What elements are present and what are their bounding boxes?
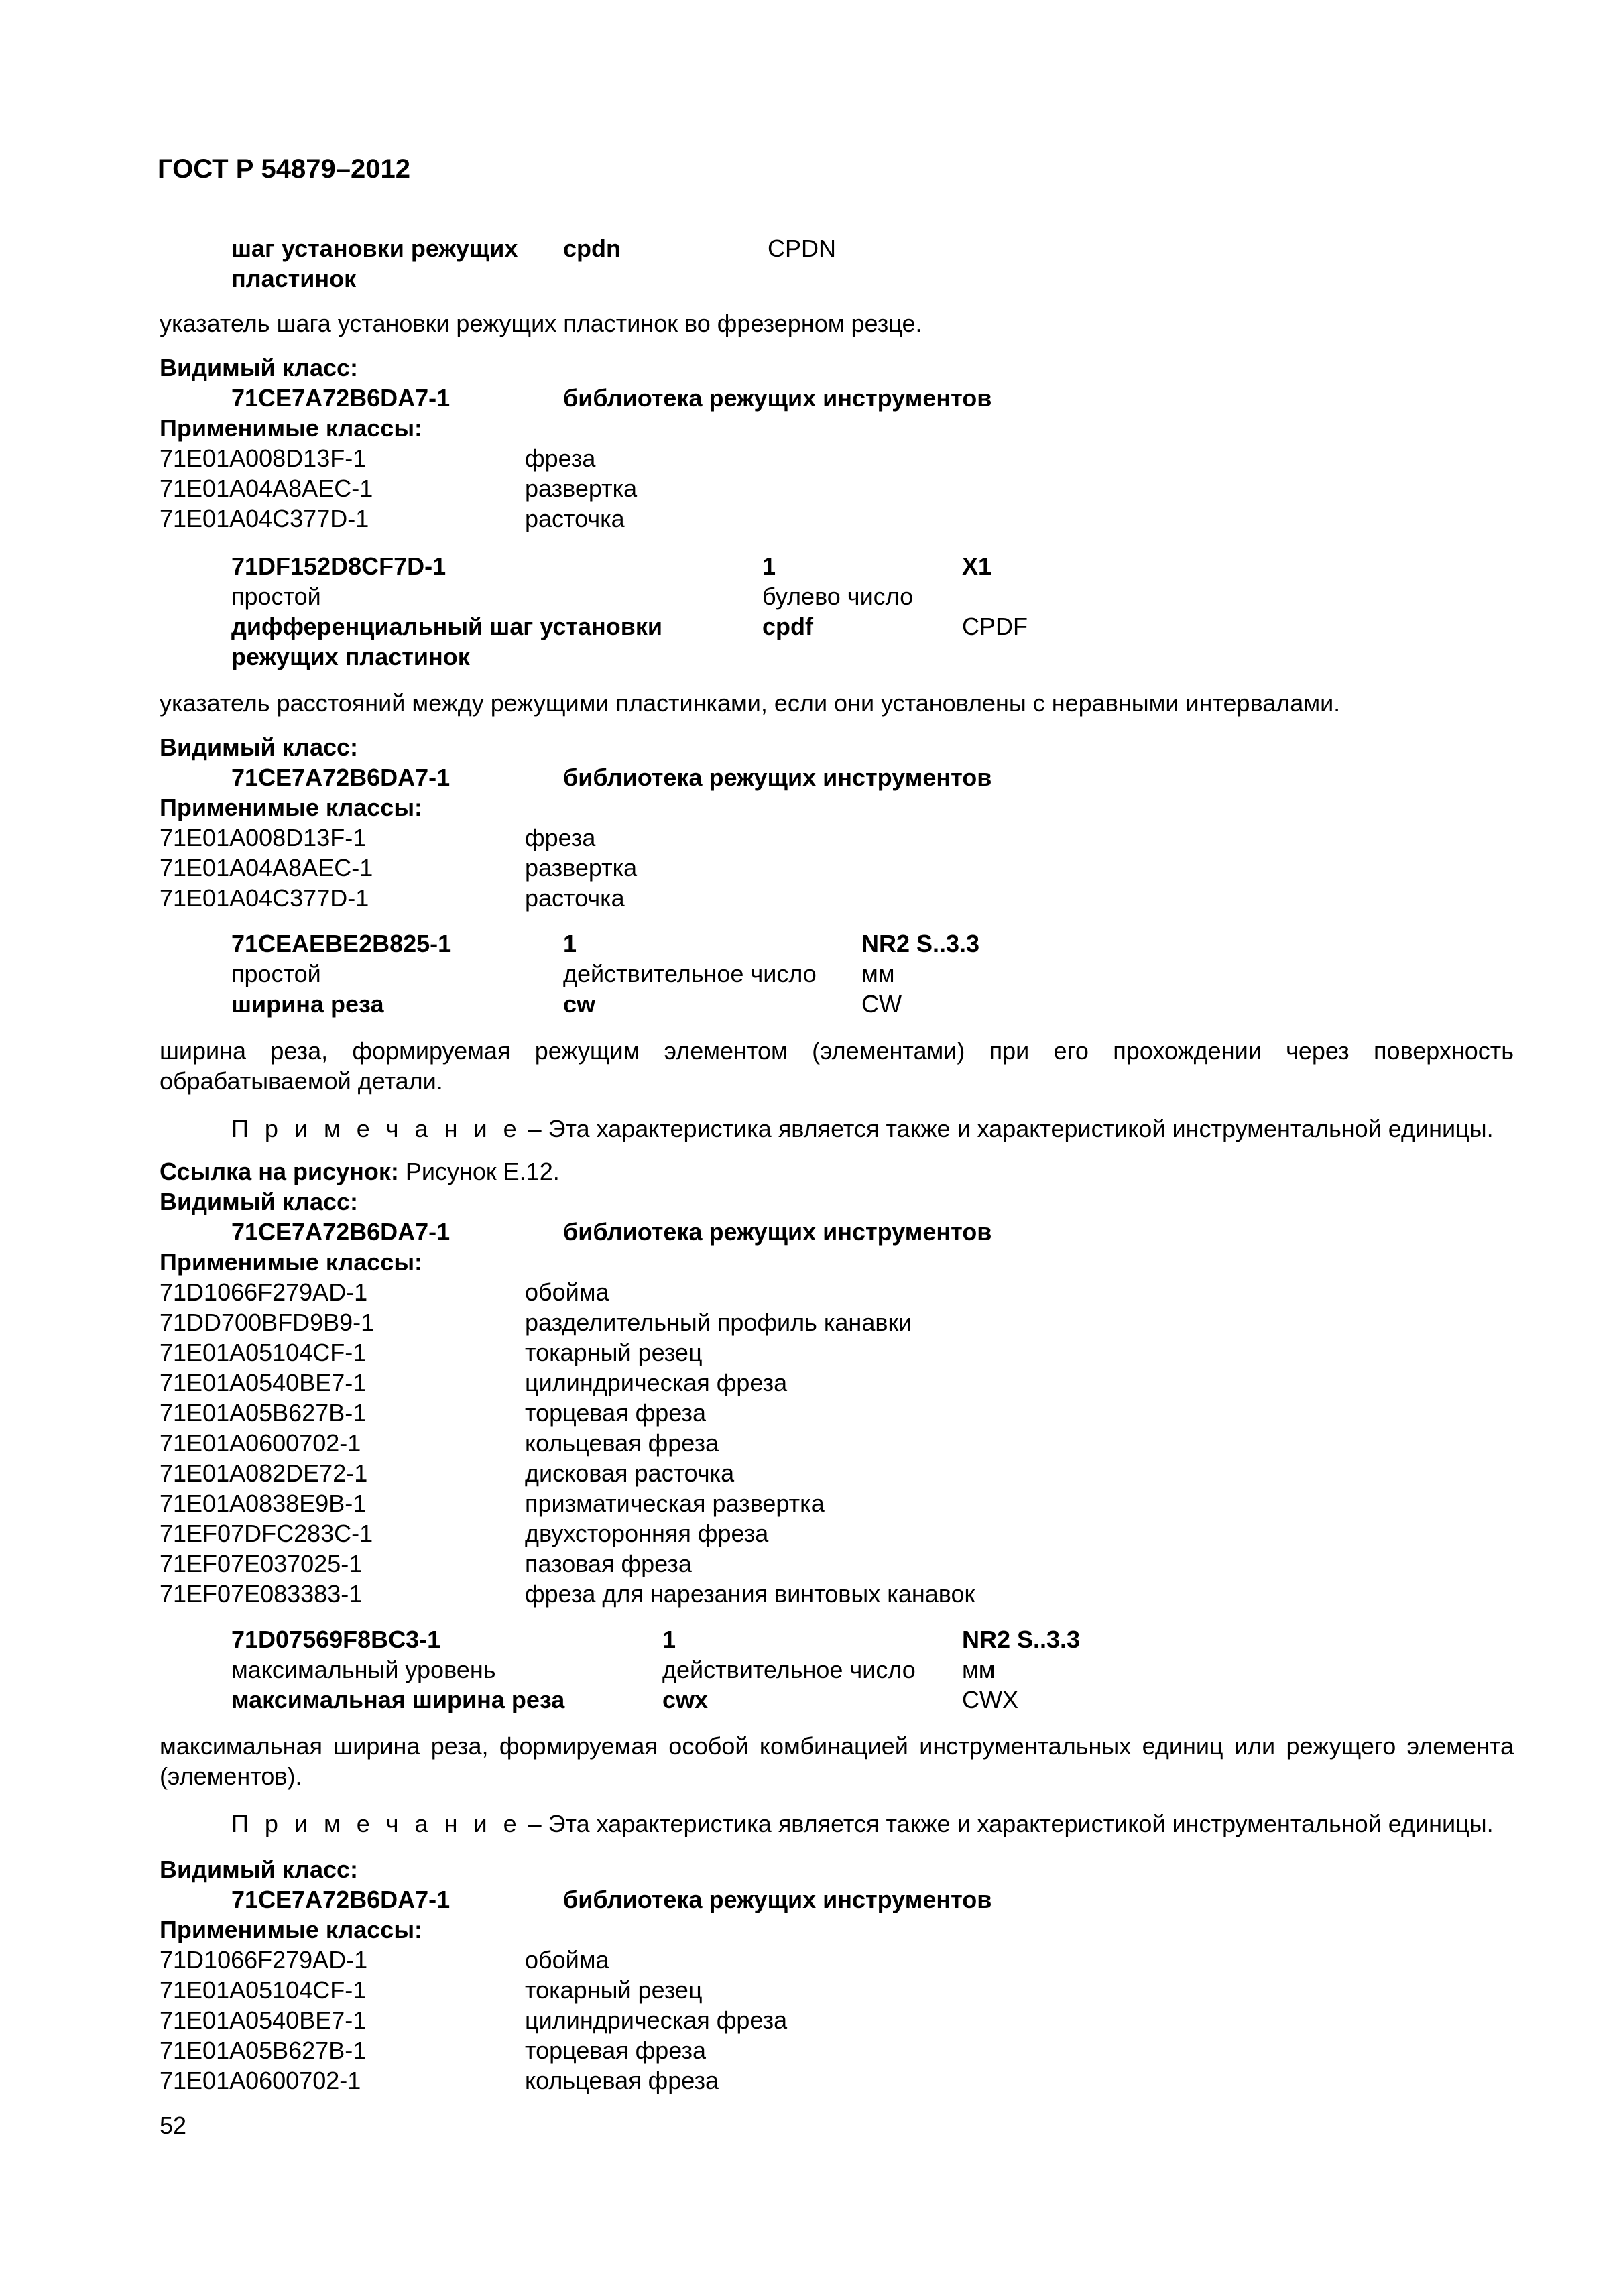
visible-class-name: библиотека режущих инструментов: [563, 1886, 992, 1913]
entry4-description: максимальная ширина реза, формируемая особой комбинацией инструментальных единиц или режущего элемента (элементов).: [160, 1732, 1514, 1790]
class-name: расточка: [525, 884, 625, 912]
class-name: фреза для нарезания винтовых канавок: [525, 1580, 975, 1608]
entry3-type: действительное число: [563, 960, 817, 987]
class-name: разделительный профиль канавки: [525, 1309, 912, 1336]
visible-class-code: 71CE7A72B6DA7-1: [231, 1218, 450, 1246]
class-code: 71E01A05B627B-1: [160, 1399, 367, 1427]
entry4-type: действительное число: [662, 1656, 916, 1683]
class-code: 71E01A05104CF-1: [160, 1339, 367, 1366]
entry2-kind: простой: [231, 583, 321, 610]
class-code: 71EF07DFC283C-1: [160, 1520, 373, 1547]
class-code: 71E01A04A8AEC-1: [160, 854, 373, 882]
applicable-classes-label: Применимые классы:: [160, 794, 423, 821]
entry4-code: cwx: [662, 1686, 709, 1713]
class-code: 71E01A04A8AEC-1: [160, 475, 373, 502]
entry3-code-upper: CW: [861, 990, 902, 1018]
class-code: 71EF07E083383-1: [160, 1580, 363, 1608]
class-code: 71E01A04C377D-1: [160, 884, 369, 912]
entry3-id: 71CEAEBE2B825-1: [231, 930, 452, 957]
entry3-unit: мм: [861, 960, 895, 987]
class-code: 71E01A05B627B-1: [160, 2037, 367, 2064]
class-code: 71E01A0600702-1: [160, 1429, 361, 1457]
entry4-kind: максимальный уровень: [231, 1656, 496, 1683]
class-code: 71E01A0600702-1: [160, 2067, 361, 2094]
visible-class-label: Видимый класс:: [160, 1856, 358, 1883]
class-name: двухсторонняя фреза: [525, 1520, 769, 1547]
top-entry-code: cpdn: [563, 235, 621, 262]
entry4-unit-code: NR2 S..3.3: [962, 1626, 1081, 1653]
entry4-name: максимальная ширина реза: [231, 1686, 565, 1713]
entry3-unit-code: NR2 S..3.3: [861, 930, 980, 957]
visible-class-code: 71CE7A72B6DA7-1: [231, 1886, 450, 1913]
class-code: 71E01A0540BE7-1: [160, 2006, 367, 2034]
entry4-code-upper: CWX: [962, 1686, 1018, 1713]
class-name: цилиндрическая фреза: [525, 2006, 788, 2034]
top-entry-name-line2: пластинок: [231, 265, 357, 292]
note-word: П р и м е ч а н и е: [231, 1115, 522, 1142]
class-name: фреза: [525, 444, 596, 472]
page-number: 52: [160, 2112, 187, 2139]
visible-class-code: 71CE7A72B6DA7-1: [231, 764, 450, 791]
entry3-code: cw: [563, 990, 596, 1018]
applicable-classes-label: Применимые классы:: [160, 1248, 423, 1276]
top-entry-description: указатель шага установки режущих пластинок во фрезерном резце.: [160, 310, 922, 337]
entry2-code: cpdf: [762, 613, 813, 640]
entry4-unit: мм: [962, 1656, 996, 1683]
entry2-code-upper: CPDF: [962, 613, 1028, 640]
class-name: цилиндрическая фреза: [525, 1369, 788, 1396]
class-code: 71E01A008D13F-1: [160, 824, 367, 851]
entry3-description: ширина реза, формируемая режущим элементом (элементами) при его прохождении через поверхность обрабатываемой детали.: [160, 1037, 1514, 1095]
class-name: торцевая фреза: [525, 1399, 706, 1427]
class-name: токарный резец: [525, 1339, 703, 1366]
entry2-version: 1: [762, 552, 776, 580]
class-name: кольцевая фреза: [525, 2067, 719, 2094]
class-name: обойма: [525, 1946, 609, 1974]
class-code: 71EF07E037025-1: [160, 1550, 363, 1577]
class-code: 71E01A05104CF-1: [160, 1976, 367, 2004]
entry2-id: 71DF152D8CF7D-1: [231, 552, 446, 580]
class-name: расточка: [525, 505, 625, 532]
class-name: торцевая фреза: [525, 2037, 706, 2064]
figure-ref-value: Рисунок E.12.: [405, 1158, 560, 1185]
class-code: 71E01A04C377D-1: [160, 505, 369, 532]
visible-class-name: библиотека режущих инструментов: [563, 384, 992, 412]
class-name: токарный резец: [525, 1976, 703, 2004]
entry3-note: [231, 1115, 1494, 1143]
entry2-type: булево число: [762, 583, 914, 610]
class-code: 71D1066F279AD-1: [160, 1946, 368, 1974]
figure-reference: [160, 1158, 560, 1186]
figure-ref-label: Ссылка на рисунок:: [160, 1158, 399, 1185]
visible-class-name: библиотека режущих инструментов: [563, 1218, 992, 1246]
class-name: дисковая расточка: [525, 1459, 735, 1487]
note-text: – Эта характеристика является также и характеристикой инструментальной единицы.: [521, 1115, 1494, 1142]
applicable-classes-label: Применимые классы:: [160, 414, 423, 442]
visible-class-code: 71CE7A72B6DA7-1: [231, 384, 450, 412]
class-code: 71D1066F279AD-1: [160, 1278, 368, 1306]
visible-class-label: Видимый класс:: [160, 354, 358, 381]
visible-class-label: Видимый класс:: [160, 733, 358, 761]
class-name: кольцевая фреза: [525, 1429, 719, 1457]
note-word: П р и м е ч а н и е: [231, 1810, 522, 1837]
class-name: фреза: [525, 824, 596, 851]
entry2-unit-code: X1: [962, 552, 992, 580]
entry2-description: указатель расстояний между режущими пластинками, если они установлены с неравными интервалами.: [160, 689, 1341, 717]
entry2-name: дифференциальный шаг установки: [231, 613, 663, 640]
note-text: – Эта характеристика является также и характеристикой инструментальной единицы.: [521, 1810, 1494, 1837]
class-name: обойма: [525, 1278, 609, 1306]
entry3-name: ширина реза: [231, 990, 384, 1018]
class-code: 71E01A0838E9B-1: [160, 1490, 367, 1517]
entry2-name-line2: режущих пластинок: [231, 643, 470, 670]
entry3-version: 1: [563, 930, 577, 957]
visible-class-name: библиотека режущих инструментов: [563, 764, 992, 791]
entry3-kind: простой: [231, 960, 321, 987]
applicable-classes-label: Применимые классы:: [160, 1916, 423, 1943]
class-code: 71E01A082DE72-1: [160, 1459, 368, 1487]
visible-class-label: Видимый класс:: [160, 1188, 358, 1215]
entry4-id: 71D07569F8BC3-1: [231, 1626, 441, 1653]
class-name: развертка: [525, 854, 638, 882]
entry4-note: [231, 1810, 1494, 1838]
top-entry-code-upper: CPDN: [768, 235, 837, 262]
class-name: развертка: [525, 475, 638, 502]
top-entry-name: шаг установки режущих: [231, 235, 518, 262]
class-code: 71DD700BFD9B9-1: [160, 1309, 375, 1336]
class-code: 71E01A008D13F-1: [160, 444, 367, 472]
document-header: ГОСТ Р 54879–2012: [158, 154, 410, 184]
class-name: пазовая фреза: [525, 1550, 692, 1577]
entry4-version: 1: [662, 1626, 676, 1653]
class-name: призматическая развертка: [525, 1490, 825, 1517]
class-code: 71E01A0540BE7-1: [160, 1369, 367, 1396]
